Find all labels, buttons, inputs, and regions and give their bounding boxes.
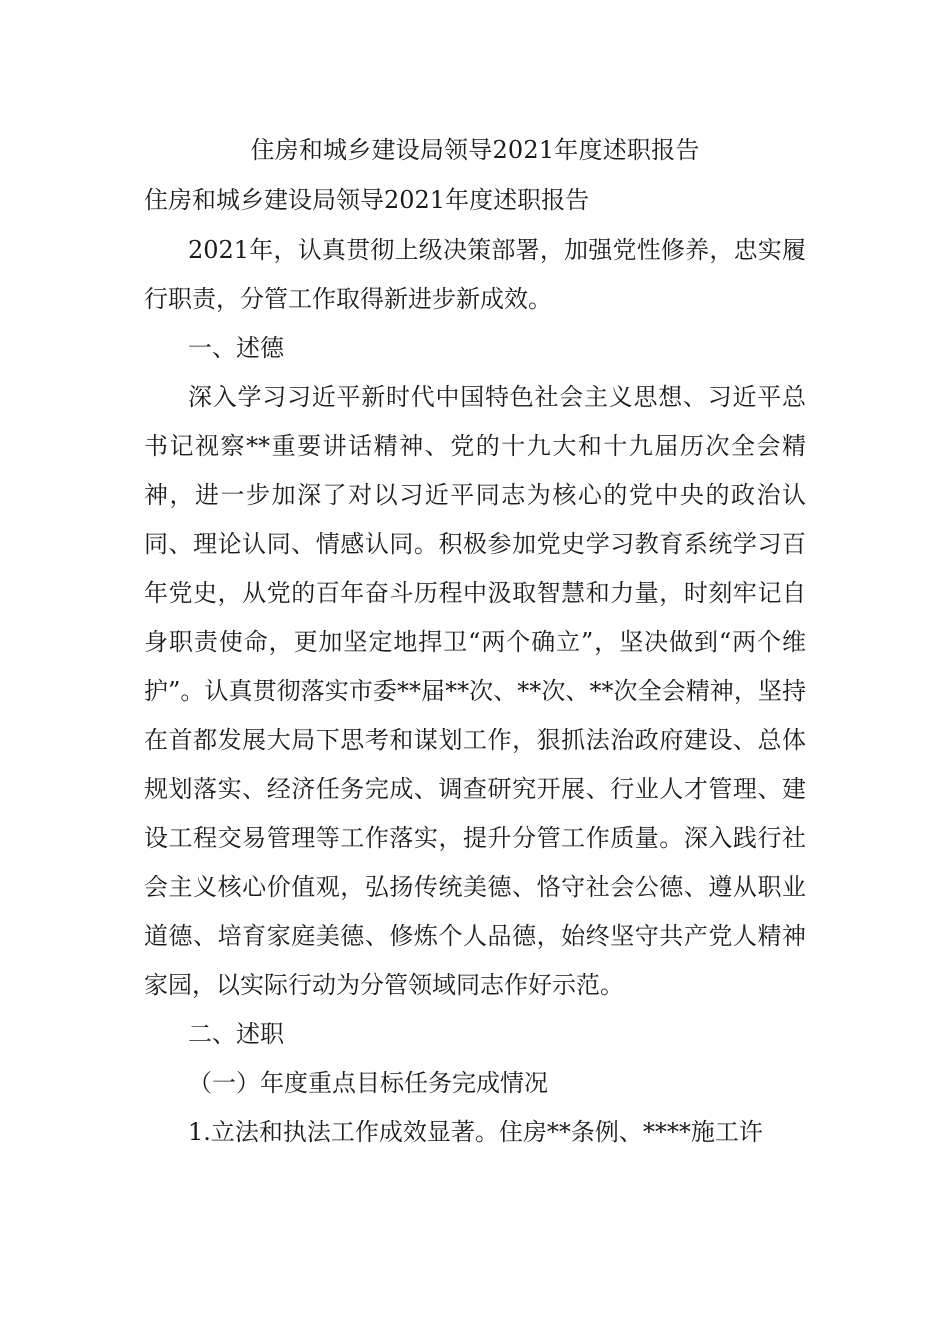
section-heading-shude: 一、述德 [188,334,284,362]
document-body [144,226,806,1157]
subsection-heading-targets: （一）年度重点目标任务完成情况 [188,1069,548,1097]
document-subtitle: 住房和城乡建设局领导2021年度述职报告 [144,186,590,214]
section-body-shude: 深入学习习近平新时代中国特色社会主义思想、习近平总书记视察**重要讲话精神、党的十九大和十九届历次全会精神，进一步加深了对以习近平同志为核心的党中央的政治认同、理论认同、情感认同。积极参加党史学习教育系统学习百年党史，从党的百年奋斗历程中汲取智慧和力量，时刻牢记自身职责使命，更加坚定地捍卫“两个确立”，坚决做到“两个维护”。认真贯彻落实市委**届**次、**次、**次全会精神，坚持在首都发展大局下思考和谋划工作，狠抓法治政府建设、总体规划落实、经济任务完成、调查研究开展、行业人才管理、建设工程交易管理等工作落实，提升分管工作质量。深入践行社会主义核心价值观，弘扬传统美德、恪守社会公德、遵从职业道德、培育家庭美德、修炼个人品德，始终坚守共产党人精神家园，以实际行动为分管领域同志作好示范。 [144,383,806,999]
section-heading-shuzhi: 二、述职 [188,1020,284,1048]
document-title: 住房和城乡建设局领导2021年度述职报告 [250,136,700,164]
intro-paragraph: 2021年，认真贯彻上级决策部署，加强党性修养，忠实履行职责，分管工作取得新进步新成效。 [144,236,806,313]
list-item-legislation: 1.立法和执法工作成效显著。住房**条例、****施工许 [188,1118,763,1146]
